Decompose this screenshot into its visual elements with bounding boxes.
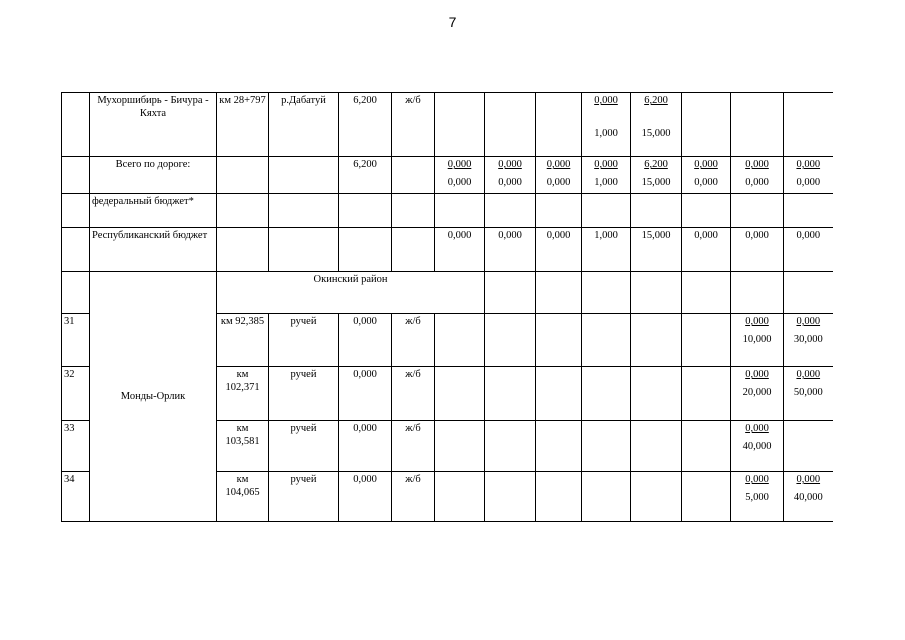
empty-cell xyxy=(435,421,485,472)
empty-cell xyxy=(485,272,536,314)
material-cell: ж/б xyxy=(392,472,435,522)
empty-cell xyxy=(485,194,536,228)
value-cell xyxy=(731,367,784,421)
value-bottom: 40,000 xyxy=(742,441,772,452)
value-top: 0,000 xyxy=(447,159,472,170)
row-number: 34 xyxy=(62,472,90,522)
value-bottom: 0,000 xyxy=(498,177,522,188)
empty-cell xyxy=(582,194,631,228)
empty-cell xyxy=(682,421,731,472)
material-cell: ж/б xyxy=(392,421,435,472)
row-number: 32 xyxy=(62,367,90,421)
empty-cell xyxy=(631,194,682,228)
empty-cell xyxy=(631,472,682,522)
empty-cell xyxy=(682,314,731,367)
value-bottom: 30,000 xyxy=(793,334,823,345)
total-label: Всего по дороге: xyxy=(90,157,217,194)
budget-table xyxy=(61,92,833,522)
value-bottom: 15,000 xyxy=(641,177,671,188)
value-bottom: 1,000 xyxy=(594,128,618,139)
value-top: 0,000 xyxy=(594,95,618,106)
empty-cell xyxy=(582,314,631,367)
row-number: 33 xyxy=(62,421,90,472)
value-bottom: 0,000 xyxy=(546,177,571,188)
value-top: 0,000 xyxy=(796,474,821,485)
empty-cell xyxy=(631,314,682,367)
value-cell xyxy=(485,93,536,157)
value-top: 0,000 xyxy=(796,159,821,170)
length-cell: 0,000 xyxy=(339,314,392,367)
value-cell xyxy=(784,157,833,194)
value-cell xyxy=(784,421,833,472)
km-cell: км 102,371 xyxy=(217,367,269,421)
table-row xyxy=(62,93,833,157)
value-cell xyxy=(731,421,784,472)
value-bottom: 20,000 xyxy=(742,387,772,398)
material-cell: ж/б xyxy=(392,93,435,157)
value-top: 0,000 xyxy=(594,159,618,170)
value-bottom: 0,000 xyxy=(447,177,472,188)
km-cell: км 28+797 xyxy=(217,93,269,157)
table-row xyxy=(62,194,833,228)
district-label: Окинский район xyxy=(217,272,485,314)
value-cell xyxy=(784,472,833,522)
value-top: 6,200 xyxy=(644,159,668,170)
row-number: 31 xyxy=(62,314,90,367)
value-cell xyxy=(582,93,631,157)
empty-cell xyxy=(784,194,833,228)
empty-cell xyxy=(339,194,392,228)
empty-cell xyxy=(682,194,731,228)
value-bottom: 1,000 xyxy=(594,177,618,188)
empty-cell xyxy=(582,272,631,314)
empty-cell xyxy=(536,421,582,472)
empty-cell xyxy=(485,314,536,367)
length-cell: 6,200 xyxy=(339,157,392,194)
empty-cell xyxy=(269,194,339,228)
value-cell xyxy=(682,157,731,194)
value-cell xyxy=(731,157,784,194)
value-bottom: 5,000 xyxy=(745,492,769,503)
num-cell xyxy=(62,194,90,228)
empty-cell xyxy=(631,367,682,421)
obstacle-cell: ручей xyxy=(269,367,339,421)
value-top: 0,000 xyxy=(745,159,769,170)
value-cell: 0,000 xyxy=(536,228,582,272)
value-bottom: 15,000 xyxy=(641,128,671,139)
value-top: 0,000 xyxy=(694,159,718,170)
material-cell: ж/б xyxy=(392,367,435,421)
empty-cell xyxy=(631,421,682,472)
km-cell: км 103,581 xyxy=(217,421,269,472)
empty-cell xyxy=(435,194,485,228)
obstacle-cell: р.Дабатуй xyxy=(269,93,339,157)
value-bottom: 0,000 xyxy=(745,177,769,188)
empty-cell xyxy=(392,194,435,228)
value-top: 0,000 xyxy=(796,369,821,380)
length-cell: 0,000 xyxy=(339,472,392,522)
value-top: 0,000 xyxy=(546,159,571,170)
material-cell: ж/б xyxy=(392,314,435,367)
empty-cell xyxy=(536,314,582,367)
value-cell xyxy=(784,367,833,421)
empty-cell xyxy=(269,228,339,272)
value-cell xyxy=(435,93,485,157)
value-top: 0,000 xyxy=(745,316,769,327)
empty-cell xyxy=(339,228,392,272)
table-row xyxy=(62,272,833,314)
value-cell xyxy=(631,93,682,157)
num-cell xyxy=(62,228,90,272)
obstacle-cell: ручей xyxy=(269,421,339,472)
num-cell xyxy=(62,93,90,157)
value-top: 6,200 xyxy=(644,95,668,106)
empty-cell xyxy=(269,157,339,194)
value-top: 0,000 xyxy=(745,369,769,380)
value-top: 0,000 xyxy=(745,474,769,485)
table-row xyxy=(62,157,833,194)
empty-cell xyxy=(682,367,731,421)
value-cell xyxy=(682,93,731,157)
empty-cell xyxy=(536,367,582,421)
km-cell: км 104,065 xyxy=(217,472,269,522)
empty-cell xyxy=(392,157,435,194)
empty-cell xyxy=(731,194,784,228)
value-cell: 1,000 xyxy=(582,228,631,272)
value-cell: 0,000 xyxy=(485,228,536,272)
obstacle-cell: ручей xyxy=(269,472,339,522)
empty-cell xyxy=(682,272,731,314)
value-top: 0,000 xyxy=(796,316,821,327)
value-cell xyxy=(485,157,536,194)
empty-cell xyxy=(536,194,582,228)
value-bottom: 50,000 xyxy=(793,387,823,398)
obstacle-cell: ручей xyxy=(269,314,339,367)
empty-cell xyxy=(485,472,536,522)
page-number: 7 xyxy=(448,14,457,30)
value-cell xyxy=(631,157,682,194)
empty-cell xyxy=(582,367,631,421)
table-row xyxy=(62,228,833,272)
value-bottom: 0,000 xyxy=(796,177,821,188)
num-cell xyxy=(62,272,90,314)
num-cell xyxy=(62,157,90,194)
empty-cell xyxy=(217,157,269,194)
value-bottom: 0,000 xyxy=(694,177,718,188)
value-cell xyxy=(731,314,784,367)
empty-cell xyxy=(435,367,485,421)
value-cell xyxy=(536,93,582,157)
value-cell xyxy=(582,157,631,194)
empty-cell xyxy=(435,472,485,522)
road-name-cell: Мухоршибирь - Бичура - Кяхта xyxy=(90,93,217,157)
value-cell xyxy=(536,157,582,194)
value-cell xyxy=(435,157,485,194)
value-cell: 15,000 xyxy=(631,228,682,272)
empty-cell xyxy=(682,472,731,522)
empty-cell xyxy=(392,228,435,272)
empty-cell xyxy=(217,194,269,228)
empty-cell xyxy=(485,421,536,472)
length-cell: 6,200 xyxy=(339,93,392,157)
republic-label: Республиканский бюджет xyxy=(90,228,217,272)
value-top: 0,000 xyxy=(745,423,769,434)
value-cell xyxy=(784,93,833,157)
empty-cell xyxy=(435,314,485,367)
empty-cell xyxy=(582,421,631,472)
empty-cell xyxy=(485,367,536,421)
empty-cell xyxy=(784,272,833,314)
road-name-cell: Монды-Орлик xyxy=(90,272,217,522)
value-cell: 0,000 xyxy=(731,228,784,272)
federal-label: федеральный бюджет* xyxy=(90,194,217,228)
length-cell: 0,000 xyxy=(339,421,392,472)
value-cell xyxy=(731,93,784,157)
value-cell xyxy=(731,472,784,522)
empty-cell xyxy=(631,272,682,314)
empty-cell xyxy=(731,272,784,314)
empty-cell xyxy=(536,272,582,314)
value-cell: 0,000 xyxy=(784,228,833,272)
empty-cell xyxy=(536,472,582,522)
value-cell: 0,000 xyxy=(682,228,731,272)
empty-cell xyxy=(217,228,269,272)
length-cell: 0,000 xyxy=(339,367,392,421)
value-bottom: 40,000 xyxy=(793,492,823,503)
value-top: 0,000 xyxy=(498,159,522,170)
value-cell: 0,000 xyxy=(435,228,485,272)
km-cell: км 92,385 xyxy=(217,314,269,367)
value-cell xyxy=(784,314,833,367)
value-bottom: 10,000 xyxy=(742,334,772,345)
empty-cell xyxy=(582,472,631,522)
